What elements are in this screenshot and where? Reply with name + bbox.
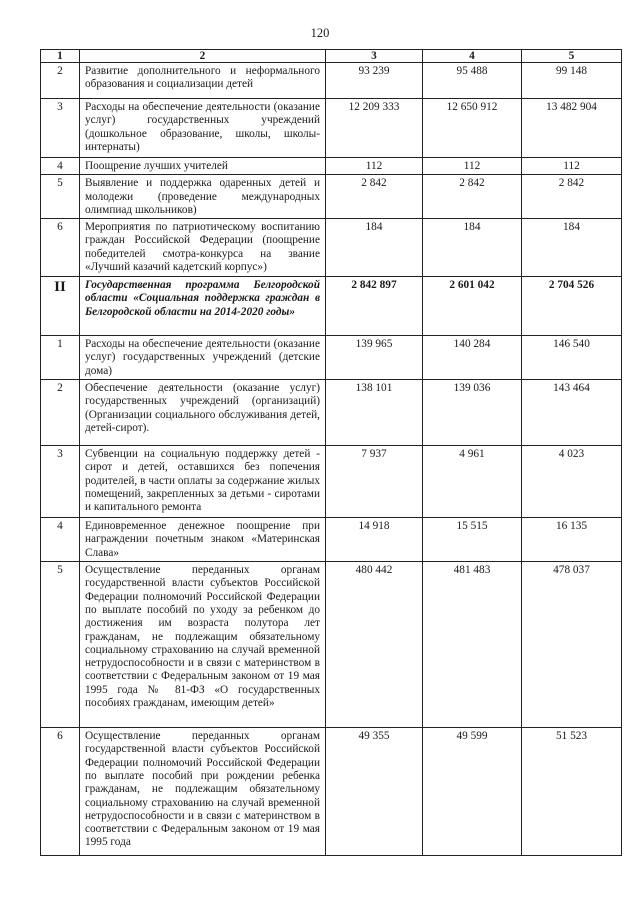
- table-row: [41, 446, 622, 518]
- value-col4: 481 483: [423, 562, 522, 728]
- value-col3: 184: [326, 219, 423, 277]
- table-row: [41, 562, 622, 728]
- row-number: 6: [41, 728, 80, 856]
- row-description: Обеспечение деятельности (оказание услуг) государственных учреждений (организаций) (Организации социального обслуживания детей, детей-сирот).: [80, 380, 326, 446]
- row-number: 5: [41, 175, 80, 219]
- value-col3: 2 842 897: [326, 277, 423, 336]
- value-col3: 14 918: [326, 518, 423, 562]
- row-description: Расходы на обеспечение деятельности (оказание услуг) государственных учреждений (детские дома): [80, 336, 326, 380]
- value-col3: 12 209 333: [326, 99, 423, 158]
- value-col5: 2 704 526: [522, 277, 622, 336]
- value-col5: 143 464: [522, 380, 622, 446]
- row-description-text: Осуществление переданных органам государственной власти субъектов Российской Федерации полномочий Российской Федерации по выплате пособий при рождении ребенка гражданам, не подлежащим обязательному социальному страхованию на случай временной нетрудоспособности и в связи с материнством в соответствии с Федеральным законом от 19 мая 1995 года: [85, 730, 320, 849]
- row-description: Расходы на обеспечение деятельности (оказание услуг) государственных учреждений (дошкольное образование, школы, школы-интернаты): [80, 99, 326, 158]
- value-col4: 139 036: [423, 380, 522, 446]
- program-title: Государственная программа Белгородской области «Социальная поддержка граждан в Белгородской области на 2014-2020 годы»: [80, 277, 326, 336]
- value-col5: 146 540: [522, 336, 622, 380]
- row-number: 4: [41, 158, 80, 175]
- row-number: 3: [41, 99, 80, 158]
- row-description: Осуществление переданных органам государственной власти субъектов Российской Федерации полномочий Российской Федерации по выплате пособий по уходу за ребенком до достижения им возраста полутора лет гражданам, не подлежащим обязательному социальному страхованию на случай временной нетрудоспособности и в связи с материнством в соответствии с Федеральным законом от 19 мая 1995 года № 81-ФЗ «О государственных пособиях гражданам, имеющим детей»: [80, 562, 326, 728]
- table-row: [41, 336, 622, 380]
- value-col4: 2 842: [423, 175, 522, 219]
- row-number: 2: [41, 380, 80, 446]
- value-col4: 4 961: [423, 446, 522, 518]
- row-description: Развитие дополнительного и неформального образования и социализации детей: [80, 63, 326, 99]
- value-col4: 12 650 912: [423, 99, 522, 158]
- value-col3: 112: [326, 158, 423, 175]
- value-col5: 13 482 904: [522, 99, 622, 158]
- row-number: 3: [41, 446, 80, 518]
- section-number: II: [41, 277, 80, 336]
- row-number: 1: [41, 336, 80, 380]
- row-number: 2: [41, 63, 80, 99]
- page-number: 120: [310, 26, 330, 40]
- table-header-row: [41, 50, 622, 63]
- row-description: Мероприятия по патриотическому воспитанию граждан Российской Федерации (поощрение победителей смотра-конкурса на звание «Лучший казачий кадетский корпус»): [80, 219, 326, 277]
- row-number: 6: [41, 219, 80, 277]
- column-header: 3: [326, 50, 423, 63]
- value-col4: 15 515: [423, 518, 522, 562]
- value-col5: 2 842: [522, 175, 622, 219]
- row-description: Субвенции на социальную поддержку детей - сирот и детей, оставшихся без попечения родителей, в части оплаты за содержание жилых помещений, закрепленных за детьми - сиротами и капитального ремонта: [80, 446, 326, 518]
- table-row: [41, 518, 622, 562]
- value-col4: 140 284: [423, 336, 522, 380]
- value-col4: 49 599: [423, 728, 522, 856]
- value-col4: 95 488: [423, 63, 522, 99]
- value-col5: 16 135: [522, 518, 622, 562]
- column-header: 1: [41, 50, 80, 63]
- row-description: Поощрение лучших учителей: [80, 158, 326, 175]
- value-col3: 2 842: [326, 175, 423, 219]
- table-row: [41, 728, 622, 856]
- value-col5: 99 148: [522, 63, 622, 99]
- table-row: [41, 380, 622, 446]
- value-col5: 51 523: [522, 728, 622, 856]
- value-col4: 112: [423, 158, 522, 175]
- row-description: Единовременное денежное поощрение при награждении почетным знаком «Материнская Слава»: [80, 518, 326, 562]
- row-number: 5: [41, 562, 80, 728]
- table-row: [41, 99, 622, 158]
- column-header: 2: [80, 50, 326, 63]
- program-row: [41, 277, 622, 336]
- table-row: [41, 219, 622, 277]
- column-header: 4: [423, 50, 522, 63]
- value-col5: 112: [522, 158, 622, 175]
- value-col3: 93 239: [326, 63, 423, 99]
- value-col3: 139 965: [326, 336, 423, 380]
- value-col5: 184: [522, 219, 622, 277]
- value-col5: 478 037: [522, 562, 622, 728]
- column-header: 5: [522, 50, 622, 63]
- row-number: 4: [41, 518, 80, 562]
- value-col3: 49 355: [326, 728, 423, 856]
- value-col4: 184: [423, 219, 522, 277]
- row-description: [80, 728, 326, 856]
- value-col5: 4 023: [522, 446, 622, 518]
- budget-table: [40, 49, 622, 856]
- table-row: [41, 63, 622, 99]
- table-row: [41, 175, 622, 219]
- row-description: Выявление и поддержка одаренных детей и молодежи (проведение международных олимпиад школьников): [80, 175, 326, 219]
- table-row: [41, 158, 622, 175]
- value-col3: 138 101: [326, 380, 423, 446]
- value-col3: 7 937: [326, 446, 423, 518]
- value-col4: 2 601 042: [423, 277, 522, 336]
- value-col3: 480 442: [326, 562, 423, 728]
